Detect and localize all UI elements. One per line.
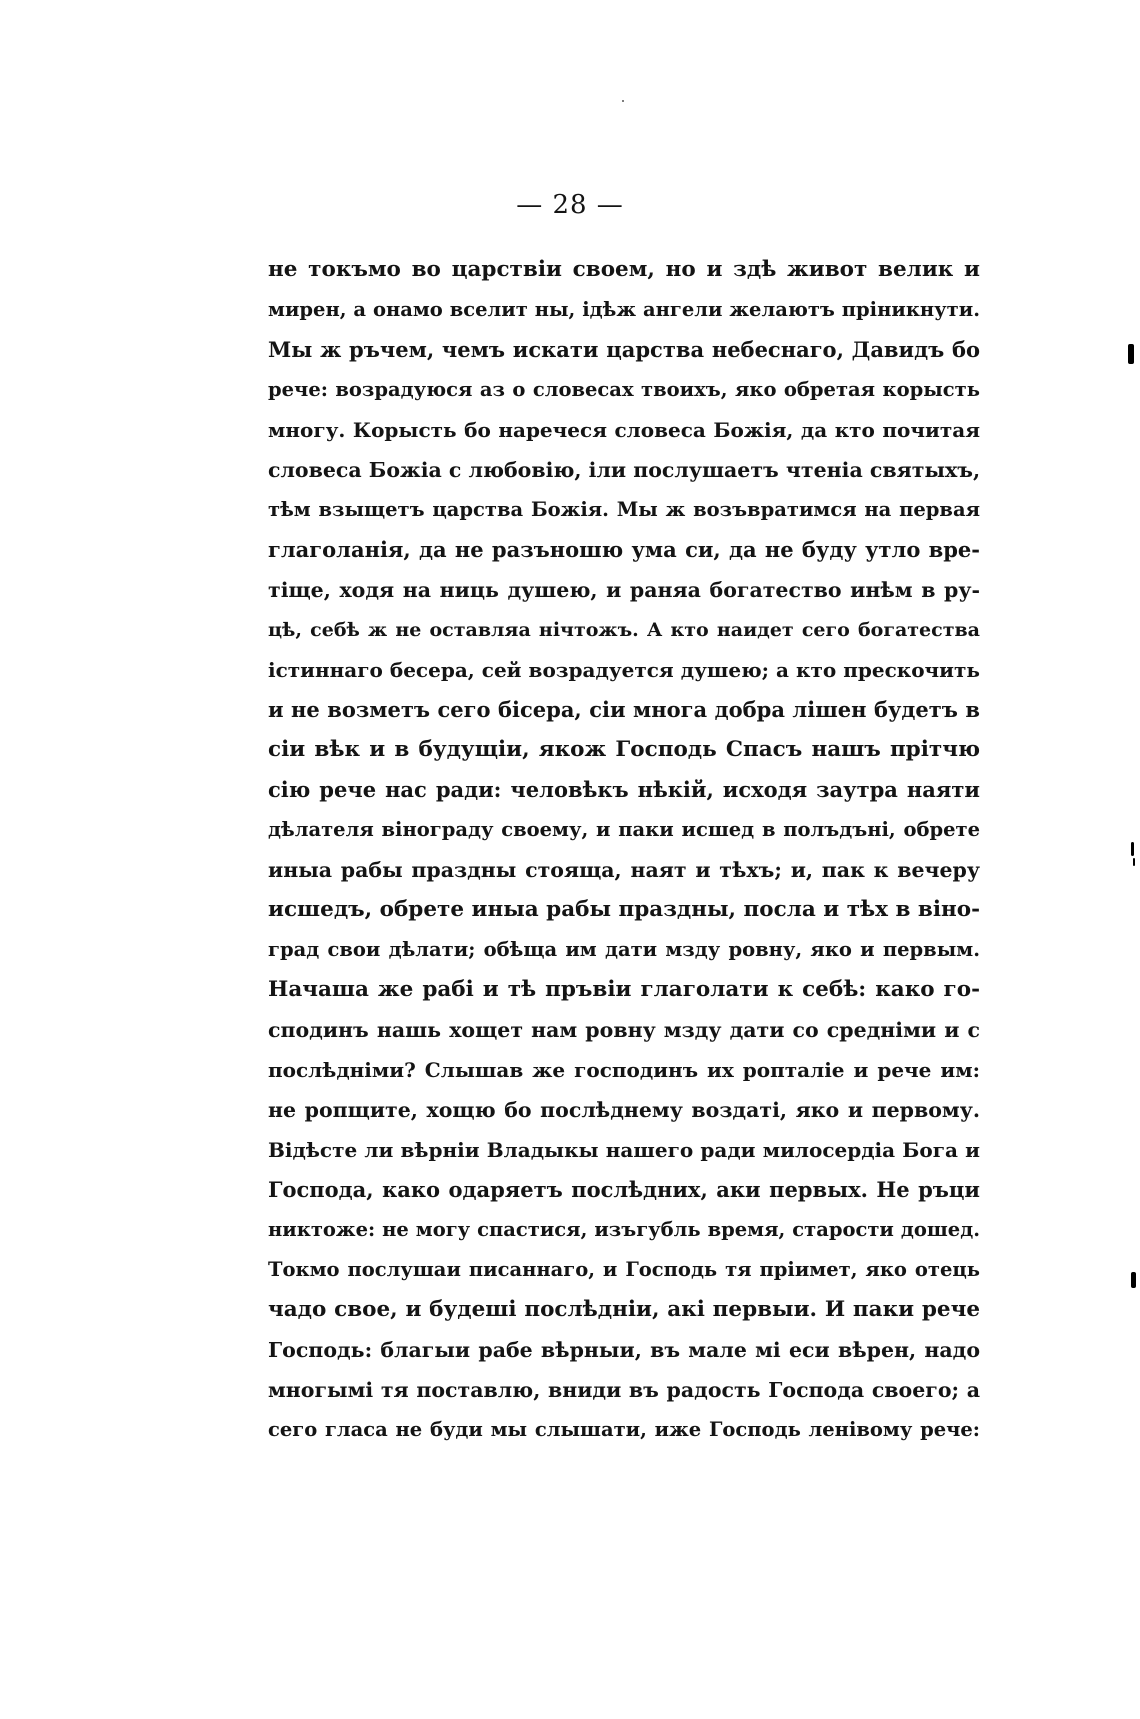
text-line: сіи вѣк и в будущіи, якож Господь Спасъ нашъ прітчю	[268, 737, 980, 762]
scan-mark	[1131, 1272, 1136, 1288]
body-text	[268, 250, 980, 1450]
text-line: Господь: благыи рабе вѣрныи, въ мале мі еси вѣрен, надо	[268, 1338, 980, 1362]
text-line: Начаша же рабі и тѣ пръвіи глаголати к себѣ: како го-	[268, 977, 980, 1002]
text-line: мирен, а онамо вселит ны, ідѣж ангели желаютъ пріникнути.	[268, 298, 980, 321]
text-line: цѣ, себѣ ж не оставляа нічтожъ. А кто наидет сего богатества	[268, 619, 980, 641]
text-line: не ропщите, хощю бо послѣднему воздаті, яко и первому.	[268, 1098, 980, 1122]
text-line: сподинъ нашь хощет нам ровну мзду дати со средніми и с	[268, 1018, 980, 1042]
text-line: Відѣсте ли вѣрніи Владыкы нашего ради милосердіа Бога и	[268, 1138, 980, 1162]
page-number: — 28 —	[516, 190, 624, 220]
text-line: многымі тя поставлю, вниди въ радость Господа своего; а	[268, 1378, 980, 1402]
text-line: чадо свое, и будеші послѣдніи, акі первыи. И паки рече	[268, 1297, 980, 1322]
text-line: дѣлателя вінограду своему, и паки исшед в полъдъні, обрете	[268, 818, 980, 841]
scan-mark	[1133, 858, 1135, 866]
text-line: Токмо послушаи писаннаго, и Господь тя пріимет, яко отець	[268, 1258, 980, 1281]
scan-dust-dot	[622, 100, 624, 102]
text-line: Мы ж ръчем, чемъ искати царства небеснаго, Давидъ бо	[268, 337, 980, 362]
text-line: Господа, како одаряетъ послѣдних, аки первых. Не ръци	[268, 1177, 980, 1202]
text-line: иныа рабы праздны стояща, наят и тѣхъ; и, пак к вечеру	[268, 858, 980, 882]
text-line: исшедъ, обрете иныа рабы праздны, посла и тѣх в віно-	[268, 897, 980, 922]
text-line: рече: возрадуюся аз о словесах твоихъ, яко обретая корысть	[268, 378, 980, 401]
scan-mark	[1131, 842, 1134, 856]
text-line: глаголанія, да не разъношю ума си, да не буду утло вре-	[268, 537, 980, 562]
text-line: словеса Божіа с любовію, іли послушаетъ чтеніа святыхъ,	[268, 458, 980, 482]
text-line: сію рече нас ради: человѣкъ нѣкій, исходя заутра наяти	[268, 777, 980, 802]
scan-mark	[1128, 344, 1134, 364]
text-line: никтоже: не могу спастися, изъгубль время, старости дошед.	[268, 1218, 980, 1241]
text-line: тіще, ходя на ниць душею, и раняа богатество инѣм в ру-	[268, 578, 980, 602]
text-line: и не возметъ сего бісера, сіи многа добра лішен будетъ в	[268, 697, 980, 722]
text-line: сего гласа не буди мы слышати, иже Господь ленівому рече:	[268, 1418, 980, 1441]
text-line: град свои дѣлати; обѣща им дати мзду ровну, яко и первым.	[268, 938, 980, 961]
text-line: послѣдніми? Слышав же господинъ их ропталіе и рече им:	[268, 1058, 980, 1082]
text-line: многу. Корысть бо наречеся словеса Божія, да кто почитая	[268, 418, 980, 442]
text-line: не токъмо во царствіи своем, но и здѣ живот велик и	[268, 257, 980, 282]
text-line: істиннаго бесера, сей возрадуется душею; а кто прескочить	[268, 658, 980, 682]
text-line: тѣм взыщетъ царства Божія. Мы ж возъвратимся на первая	[268, 498, 980, 521]
